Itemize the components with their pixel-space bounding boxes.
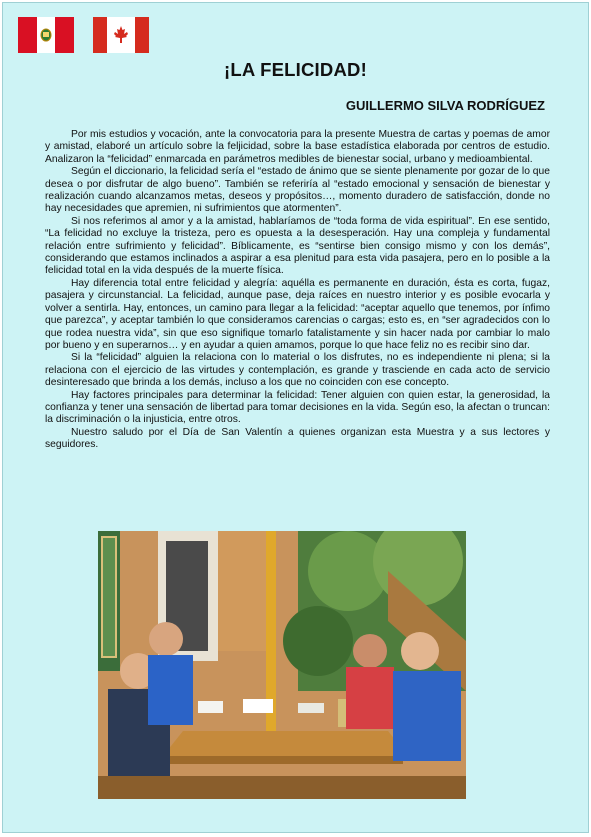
paragraph: Nuestro saludo por el Día de San Valentín a quienes organizan esta Muestra y a sus lectores y seguidores.: [45, 426, 550, 451]
group-photo: [98, 531, 466, 799]
paragraph: Hay factores principales para determinar la felicidad: Tener alguien con quien estar, la generosidad, la confianza y tener una sensación de libertad para tomar decisiones en la vida. Según eso, la afectan o truncan: la discriminación o la injusticia, entre otros.: [45, 389, 550, 426]
paragraph: Según el diccionario, la felicidad sería el “estado de ánimo que se siente plenamente por gozar de lo que desea o por disfrutar de algo bueno”. También se referiría al “estado emocional y sensación de bienestar y realización cuando alcanzamos metas, deseos y propósitos…, momento duradero de satisfacción, donde no hay necesidades que apremien, ni sufrimientos que atormenten”.: [45, 166, 550, 215]
peru-flag-icon: [18, 17, 74, 53]
maple-leaf-icon: [111, 25, 131, 45]
page-title: ¡LA FELICIDAD!: [224, 59, 367, 80]
paragraph: Por mis estudios y vocación, ante la convocatoria para la presente Muestra de cartas y poemas de amor y amistad, elaboré un artículo sobre la feljicidad, sobre la base estadística elaborada por centros de estudio. Analizaron la “felicidad” enmarcada en parámetros medibles de bienestar social, urbano y medioambiental.: [45, 129, 550, 165]
peru-coat-of-arms-icon: [39, 28, 53, 42]
document-page: [2, 2, 589, 833]
restaurant-group-photo-illustration: [98, 531, 466, 799]
canada-flag-icon: [93, 17, 149, 53]
author-name: GUILLERMO SILVA RODRÍGUEZ: [345, 98, 545, 113]
paragraph: Hay diferencia total entre felicidad y alegría: aquélla es permanente en duración, ésta es corta, fugaz, pasajera y circunstancial. La felicidad, aunque pase, deja raíces en nuestro interior y es posible evocarla y volver a sentirla. Hay, entonces, un camino para llegar a la felicidad: “aceptar aquello que tenemos, por ínfimo que parezca”, y aceptar también lo que consideramos carencias o cargas; esto es, en “ser agradecidos con lo que rodea nuestra vida”, sin que eso signifique tomarlo fatalistamente y sin hacer nada por cambiar lo malo por bueno y en superarnos… y en ayudar a quien amamos, porque lo que hace feliz no es recibir sino dar.: [45, 277, 550, 351]
paragraph: Si la “felicidad” alguien la relaciona con lo material o los disfrutes, no es independiente ni plena; si la relaciona con el ejercicio de las virtudes y contemplación, es grande y trasciende en cada acto de servicio desinteresado que brinda a los demás, incluso a los que no coinciden con ese concepto.: [45, 352, 550, 389]
article-body: [45, 129, 550, 452]
paragraph: Si nos referimos al amor y a la amistad, hablaríamos de “toda forma de vida espiritual”. En ese sentido, “La felicidad no excluye la tristeza, pero es opuesta a la desesperación. Hay una compleja y fundamental relación entre sufrimiento y felicidad”. Bíblicamente, es “sentirse bien consigo mismo y con los demás”, considerando que estamos inclinados a aspirar a esa plenitud para esta vida pasajera, pero en lo posible a la felicidad total en la vida después de la muerte física.: [45, 215, 550, 277]
